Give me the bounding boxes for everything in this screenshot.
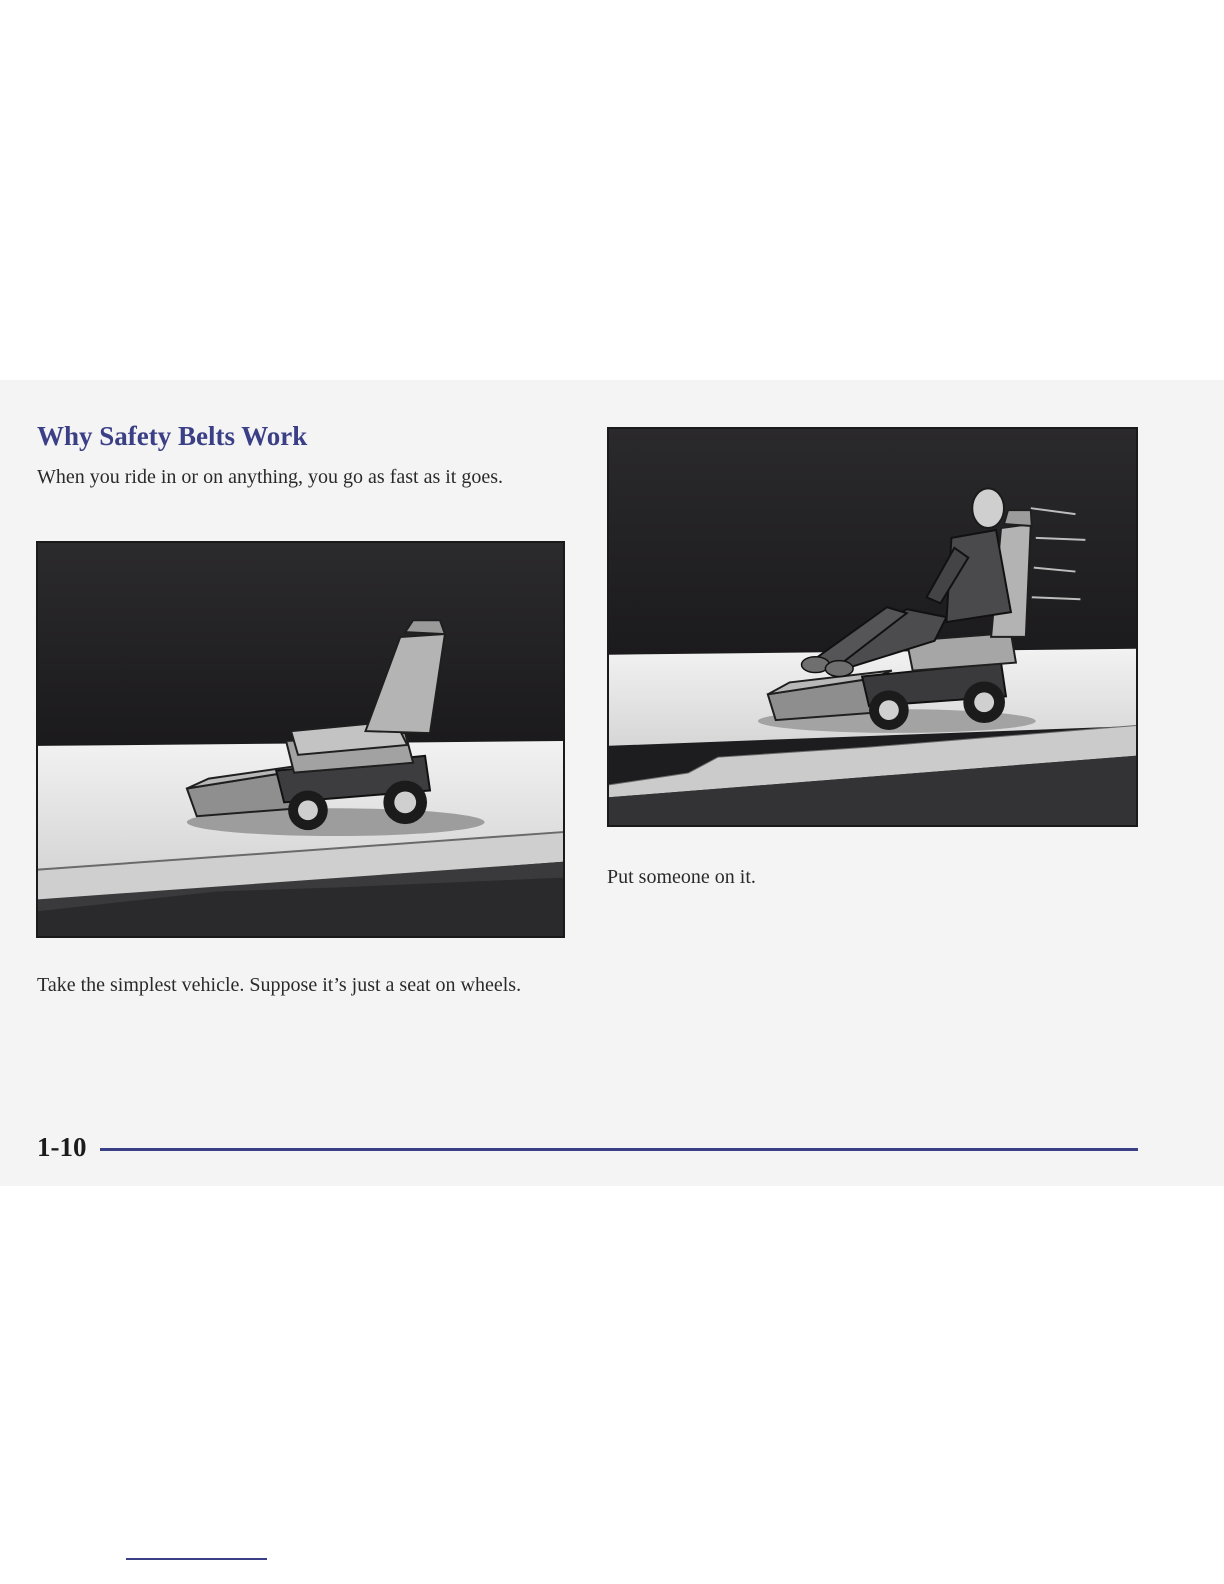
page-number: 1-10	[37, 1132, 87, 1162]
figure-caption-right: Put someone on it.	[607, 866, 756, 888]
person-on-seat-illustration	[607, 427, 1138, 827]
figure-caption-left: Take the simplest vehicle. Suppose it’s just a seat on wheels.	[37, 974, 522, 996]
footer-rule	[100, 1148, 1138, 1151]
section-heading: Why Safety Belts Work	[37, 421, 308, 451]
person-on-seat-drawing	[609, 429, 1136, 825]
seat-on-wheels-illustration	[36, 541, 565, 938]
bottom-rule	[126, 1558, 267, 1560]
intro-paragraph: When you ride in or on anything, you go as fast as it goes.	[37, 466, 504, 488]
seat-on-wheels-drawing	[38, 543, 563, 936]
